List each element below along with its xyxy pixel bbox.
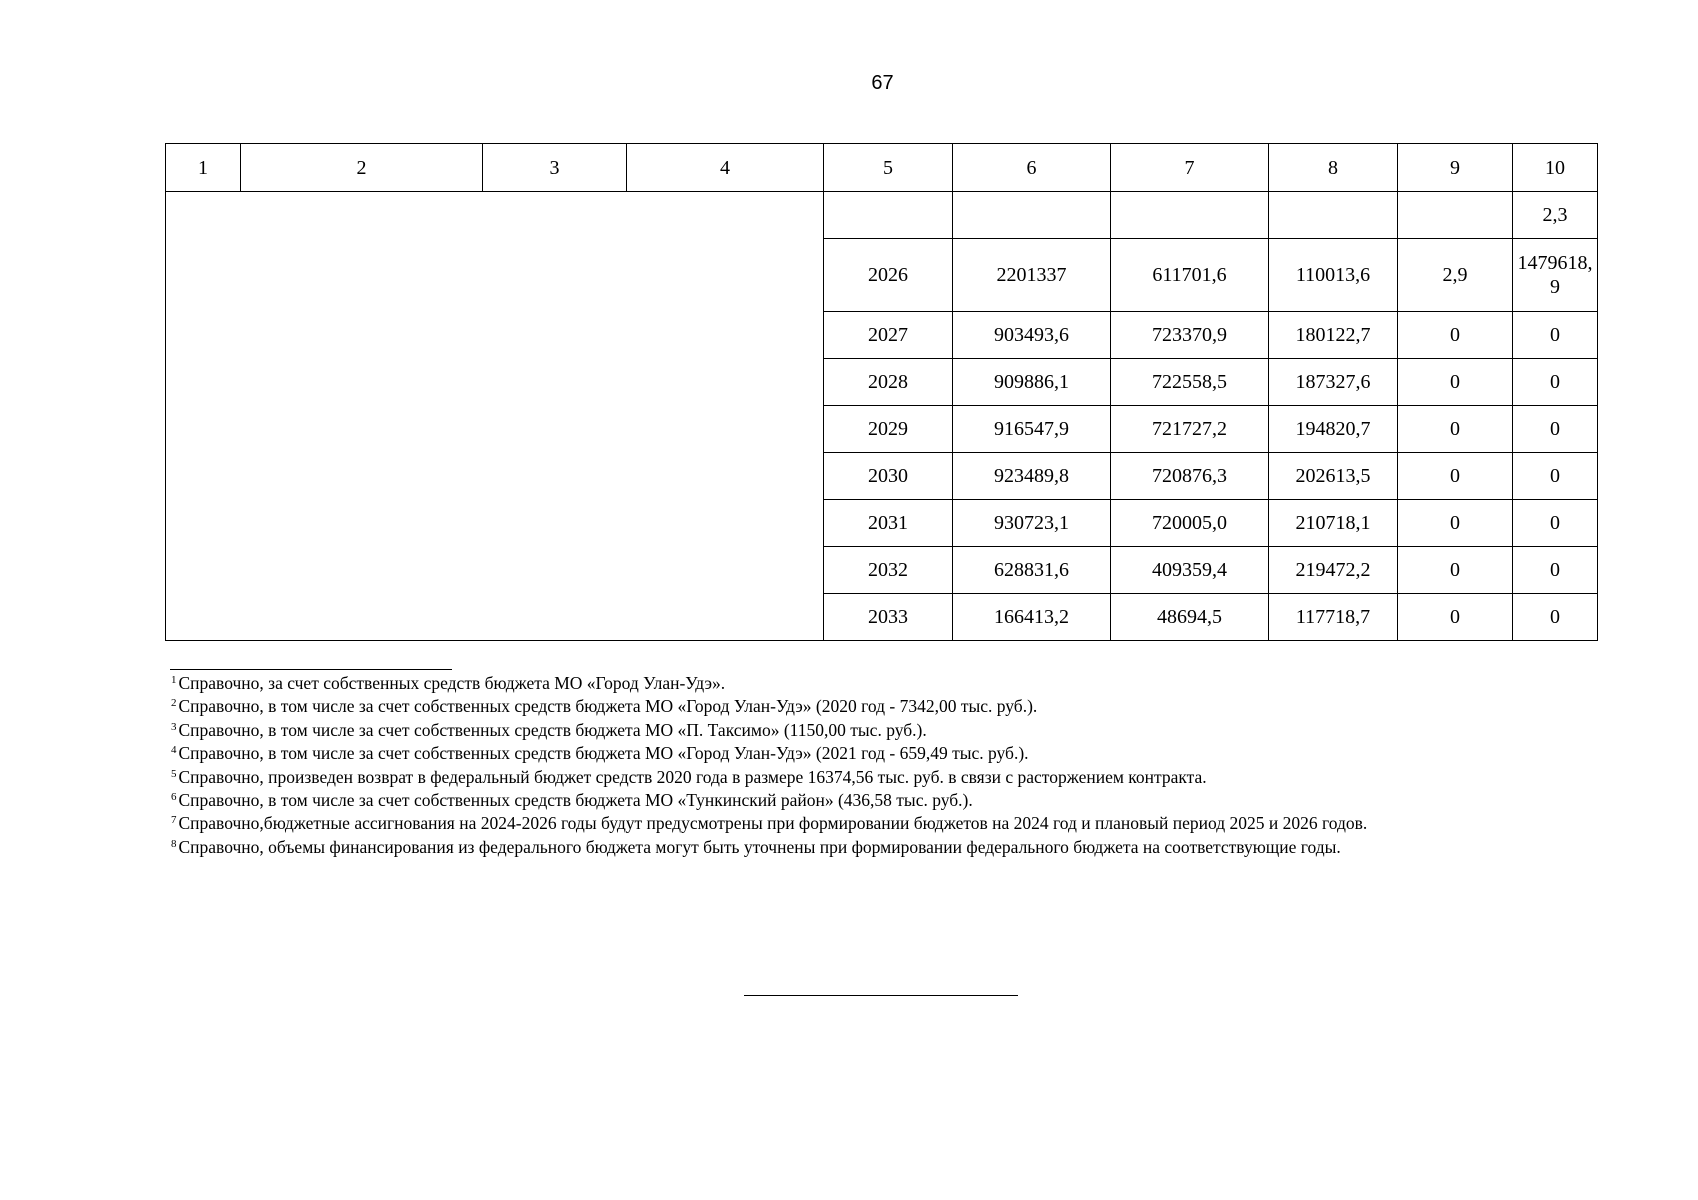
year-cell: 2026 xyxy=(824,239,953,312)
column-header: 9 xyxy=(1398,144,1513,192)
value-cell: 166413,2 xyxy=(953,594,1111,641)
footnote-separator xyxy=(170,669,452,670)
value-cell xyxy=(1398,192,1513,239)
value-cell: 720876,3 xyxy=(1111,453,1269,500)
value-cell: 1479618,9 xyxy=(1513,239,1598,312)
year-cell: 2033 xyxy=(824,594,953,641)
value-cell: 0 xyxy=(1398,547,1513,594)
footnote-text: Справочно, объемы финансирования из федерального бюджета могут быть уточнены при формировании федерального бюджета на соответствующие годы. xyxy=(178,836,1341,857)
footnote-text: Справочно,бюджетные ассигнования на 2024-2026 годы будут предусмотрены при формировании бюджетов на 2024 год и плановый период 2025 и 2026 годов. xyxy=(178,813,1368,834)
value-cell: 0 xyxy=(1398,500,1513,547)
footnote-mark: 1 xyxy=(171,674,177,686)
column-header: 5 xyxy=(824,144,953,192)
value-cell: 628831,6 xyxy=(953,547,1111,594)
value-cell: 0 xyxy=(1398,312,1513,359)
value-cell: 0 xyxy=(1513,594,1598,641)
footnote-mark: 2 xyxy=(171,697,177,710)
column-header: 8 xyxy=(1269,144,1398,192)
year-cell xyxy=(824,192,953,239)
value-cell: 0 xyxy=(1398,594,1513,641)
value-cell: 194820,7 xyxy=(1269,406,1398,453)
footnote xyxy=(171,836,1601,859)
value-cell: 0 xyxy=(1398,406,1513,453)
value-cell: 723370,9 xyxy=(1111,312,1269,359)
value-cell: 202613,5 xyxy=(1269,453,1398,500)
value-cell: 48694,5 xyxy=(1111,594,1269,641)
page-number: 67 xyxy=(871,72,894,94)
value-cell: 611701,6 xyxy=(1111,239,1269,312)
footnote xyxy=(171,766,1601,789)
footnote-mark: 5 xyxy=(171,767,177,780)
value-cell: 0 xyxy=(1513,406,1598,453)
footnote-text: Справочно, в том числе за счет собственных средств бюджета МО «П. Таксимо» (1150,00 тыс. руб.). xyxy=(178,719,927,740)
footnotes xyxy=(171,672,1601,859)
footnote xyxy=(171,695,1601,718)
year-cell: 2027 xyxy=(824,312,953,359)
value-cell: 2,3 xyxy=(1513,192,1598,239)
footnote-mark: 8 xyxy=(171,837,177,850)
year-cell: 2032 xyxy=(824,547,953,594)
value-cell: 117718,7 xyxy=(1269,594,1398,641)
value-cell: 0 xyxy=(1513,500,1598,547)
column-header: 6 xyxy=(953,144,1111,192)
column-header: 4 xyxy=(627,144,824,192)
footnote-mark: 4 xyxy=(171,744,177,757)
table-row xyxy=(166,192,1598,239)
value-cell: 720005,0 xyxy=(1111,500,1269,547)
value-cell: 0 xyxy=(1513,453,1598,500)
value-cell: 210718,1 xyxy=(1269,500,1398,547)
footnote xyxy=(171,719,1601,742)
column-header: 7 xyxy=(1111,144,1269,192)
value-cell: 2,9 xyxy=(1398,239,1513,312)
value-cell xyxy=(1111,192,1269,239)
value-cell: 180122,7 xyxy=(1269,312,1398,359)
column-header: 1 xyxy=(166,144,241,192)
footnote-text: Справочно, в том числе за счет собственных средств бюджета МО «Город Улан-Удэ» (2020 год - 7342,00 тыс. руб.). xyxy=(178,696,1038,717)
value-cell: 722558,5 xyxy=(1111,359,1269,406)
value-cell xyxy=(1269,192,1398,239)
value-cell: 110013,6 xyxy=(1269,239,1398,312)
value-cell: 2201337 xyxy=(953,239,1111,312)
year-cell: 2030 xyxy=(824,453,953,500)
value-cell: 930723,1 xyxy=(953,500,1111,547)
value-cell: 909886,1 xyxy=(953,359,1111,406)
table-header-row xyxy=(166,144,1598,192)
value-cell: 923489,8 xyxy=(953,453,1111,500)
year-cell: 2028 xyxy=(824,359,953,406)
footnote xyxy=(171,812,1601,835)
value-cell: 187327,6 xyxy=(1269,359,1398,406)
value-cell xyxy=(953,192,1111,239)
value-cell: 0 xyxy=(1398,453,1513,500)
budget-table xyxy=(165,143,1598,641)
value-cell: 219472,2 xyxy=(1269,547,1398,594)
value-cell: 0 xyxy=(1513,547,1598,594)
footnote xyxy=(171,789,1601,812)
value-cell: 0 xyxy=(1513,312,1598,359)
column-header: 10 xyxy=(1513,144,1598,192)
value-cell: 409359,4 xyxy=(1111,547,1269,594)
footnote-text: Справочно, за счет собственных средств бюджета МО «Город Улан-Удэ». xyxy=(178,673,726,693)
value-cell: 0 xyxy=(1398,359,1513,406)
footnote-text: Справочно, в том числе за счет собственных средств бюджета МО «Тункинский район» (436,58 тыс. руб.). xyxy=(178,790,973,811)
year-cell: 2031 xyxy=(824,500,953,547)
footnote-mark: 6 xyxy=(171,791,177,804)
footnote xyxy=(171,742,1601,765)
year-cell: 2029 xyxy=(824,406,953,453)
value-cell: 721727,2 xyxy=(1111,406,1269,453)
merged-empty-cell xyxy=(166,192,824,641)
end-of-page-rule xyxy=(744,995,1018,996)
column-header: 2 xyxy=(241,144,483,192)
value-cell: 903493,6 xyxy=(953,312,1111,359)
value-cell: 0 xyxy=(1513,359,1598,406)
footnote-mark: 7 xyxy=(171,814,177,827)
value-cell: 916547,9 xyxy=(953,406,1111,453)
footnote xyxy=(171,672,1601,695)
footnote-mark: 3 xyxy=(171,720,177,733)
column-header: 3 xyxy=(483,144,627,192)
footnote-text: Справочно, в том числе за счет собственных средств бюджета МО «Город Улан-Удэ» (2021 год - 659,49 тыс. руб.). xyxy=(178,743,1029,764)
footnote-text: Справочно, произведен возврат в федеральный бюджет средств 2020 года в размере 16374,56 тыс. руб. в связи с расторжением контракта. xyxy=(178,766,1207,787)
